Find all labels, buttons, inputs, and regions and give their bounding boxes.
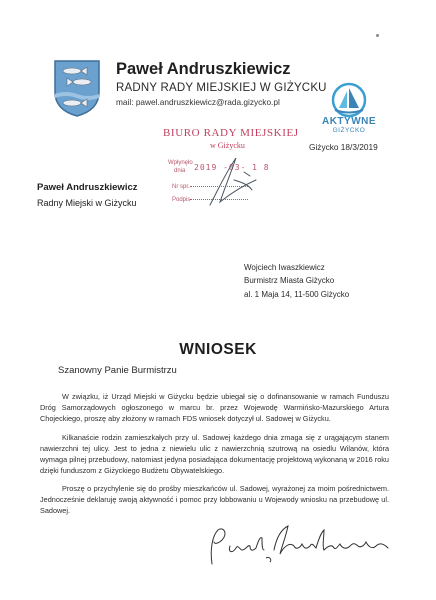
logo-text-secondary: GIŻYCKO: [332, 127, 366, 134]
stamp-date-label: dnia: [174, 168, 186, 174]
letterhead-role: RADNY RADY MIEJSKIEJ W GIŻYCKU: [116, 82, 327, 94]
stamp-signature-label: Podpis: [172, 197, 191, 203]
recipient-name: Wojciech Iwaszkiewicz: [244, 263, 325, 272]
letterhead-email: mail: pawel.andruszkiewicz@rada.gizycko.pl: [116, 97, 280, 107]
logo-text-primary: AKTYWNE: [321, 116, 377, 127]
stamp-initials-scribble: [190, 150, 270, 212]
stamp-city: w Giżycku: [210, 141, 245, 150]
stamp-number-label: Nr spr.: [172, 184, 190, 190]
document-title: WNIOSEK: [179, 341, 257, 358]
place-date: Giżycko 18/3/2019: [309, 142, 378, 152]
sender-name: Paweł Andruszkiewicz: [37, 182, 138, 193]
recipient-address: al. 1 Maja 14, 11-500 Giżycko: [244, 290, 350, 299]
speck: [376, 34, 379, 37]
recipient-title: Burmistrz Miasta Giżycko: [244, 276, 335, 285]
stamp-received-label: Wpłynęło: [168, 160, 193, 166]
letterhead-name: Paweł Andruszkiewicz: [116, 60, 291, 78]
greeting: Szanowny Panie Burmistrzu: [58, 365, 177, 376]
stamp-date-value: 2019 -03- 1 8: [194, 163, 270, 172]
city-crest-icon: [52, 58, 102, 118]
paragraph: Kilkanaście rodzin zamieszkałych przy ul. Sadowej każdego dnia zmaga się z urągającym stanem nawierzchni tej ulicy. Jest to jedna z niewielu ulic z nawierzchnią szutrową na osiedlu Wilanów, która wymaga pilnej przebudowy, natomiast jedyna posiadająca dokumentację projektową wykonaną w 2016 roku dzięki funduszom z Giżyckiego Budżetu Obywatelskiego.: [40, 433, 389, 475]
paragraph: Proszę o przychylenie się do prośby mieszkańców ul. Sadowej, wyrażonej za moim pośrednictwem. Jednocześnie deklaruję swoją aktywność i pomoc przy lobbowaniu u Wojewody wniosku na przebudowę ul. Sadowej.: [40, 484, 389, 515]
paragraph: W związku, iż Urząd Miejski w Giżycku będzie ubiegał się o dofinansowanie w ramach Funduszu Dróg Samorządowych ogłoszonego w marcu br. przez Wojewodę Warmińsko-Mazurskiego Artura Chojeckiego, proszę aby złożony w ramach FDS wniosek dotyczył ul. Sadowej w Giżycku.: [40, 392, 389, 423]
sender-role: Radny Miejski w Giżycku: [37, 198, 137, 208]
stamp-office: BIURO RADY MIEJSKIEJ: [163, 127, 299, 139]
handwritten-signature: [200, 520, 400, 566]
